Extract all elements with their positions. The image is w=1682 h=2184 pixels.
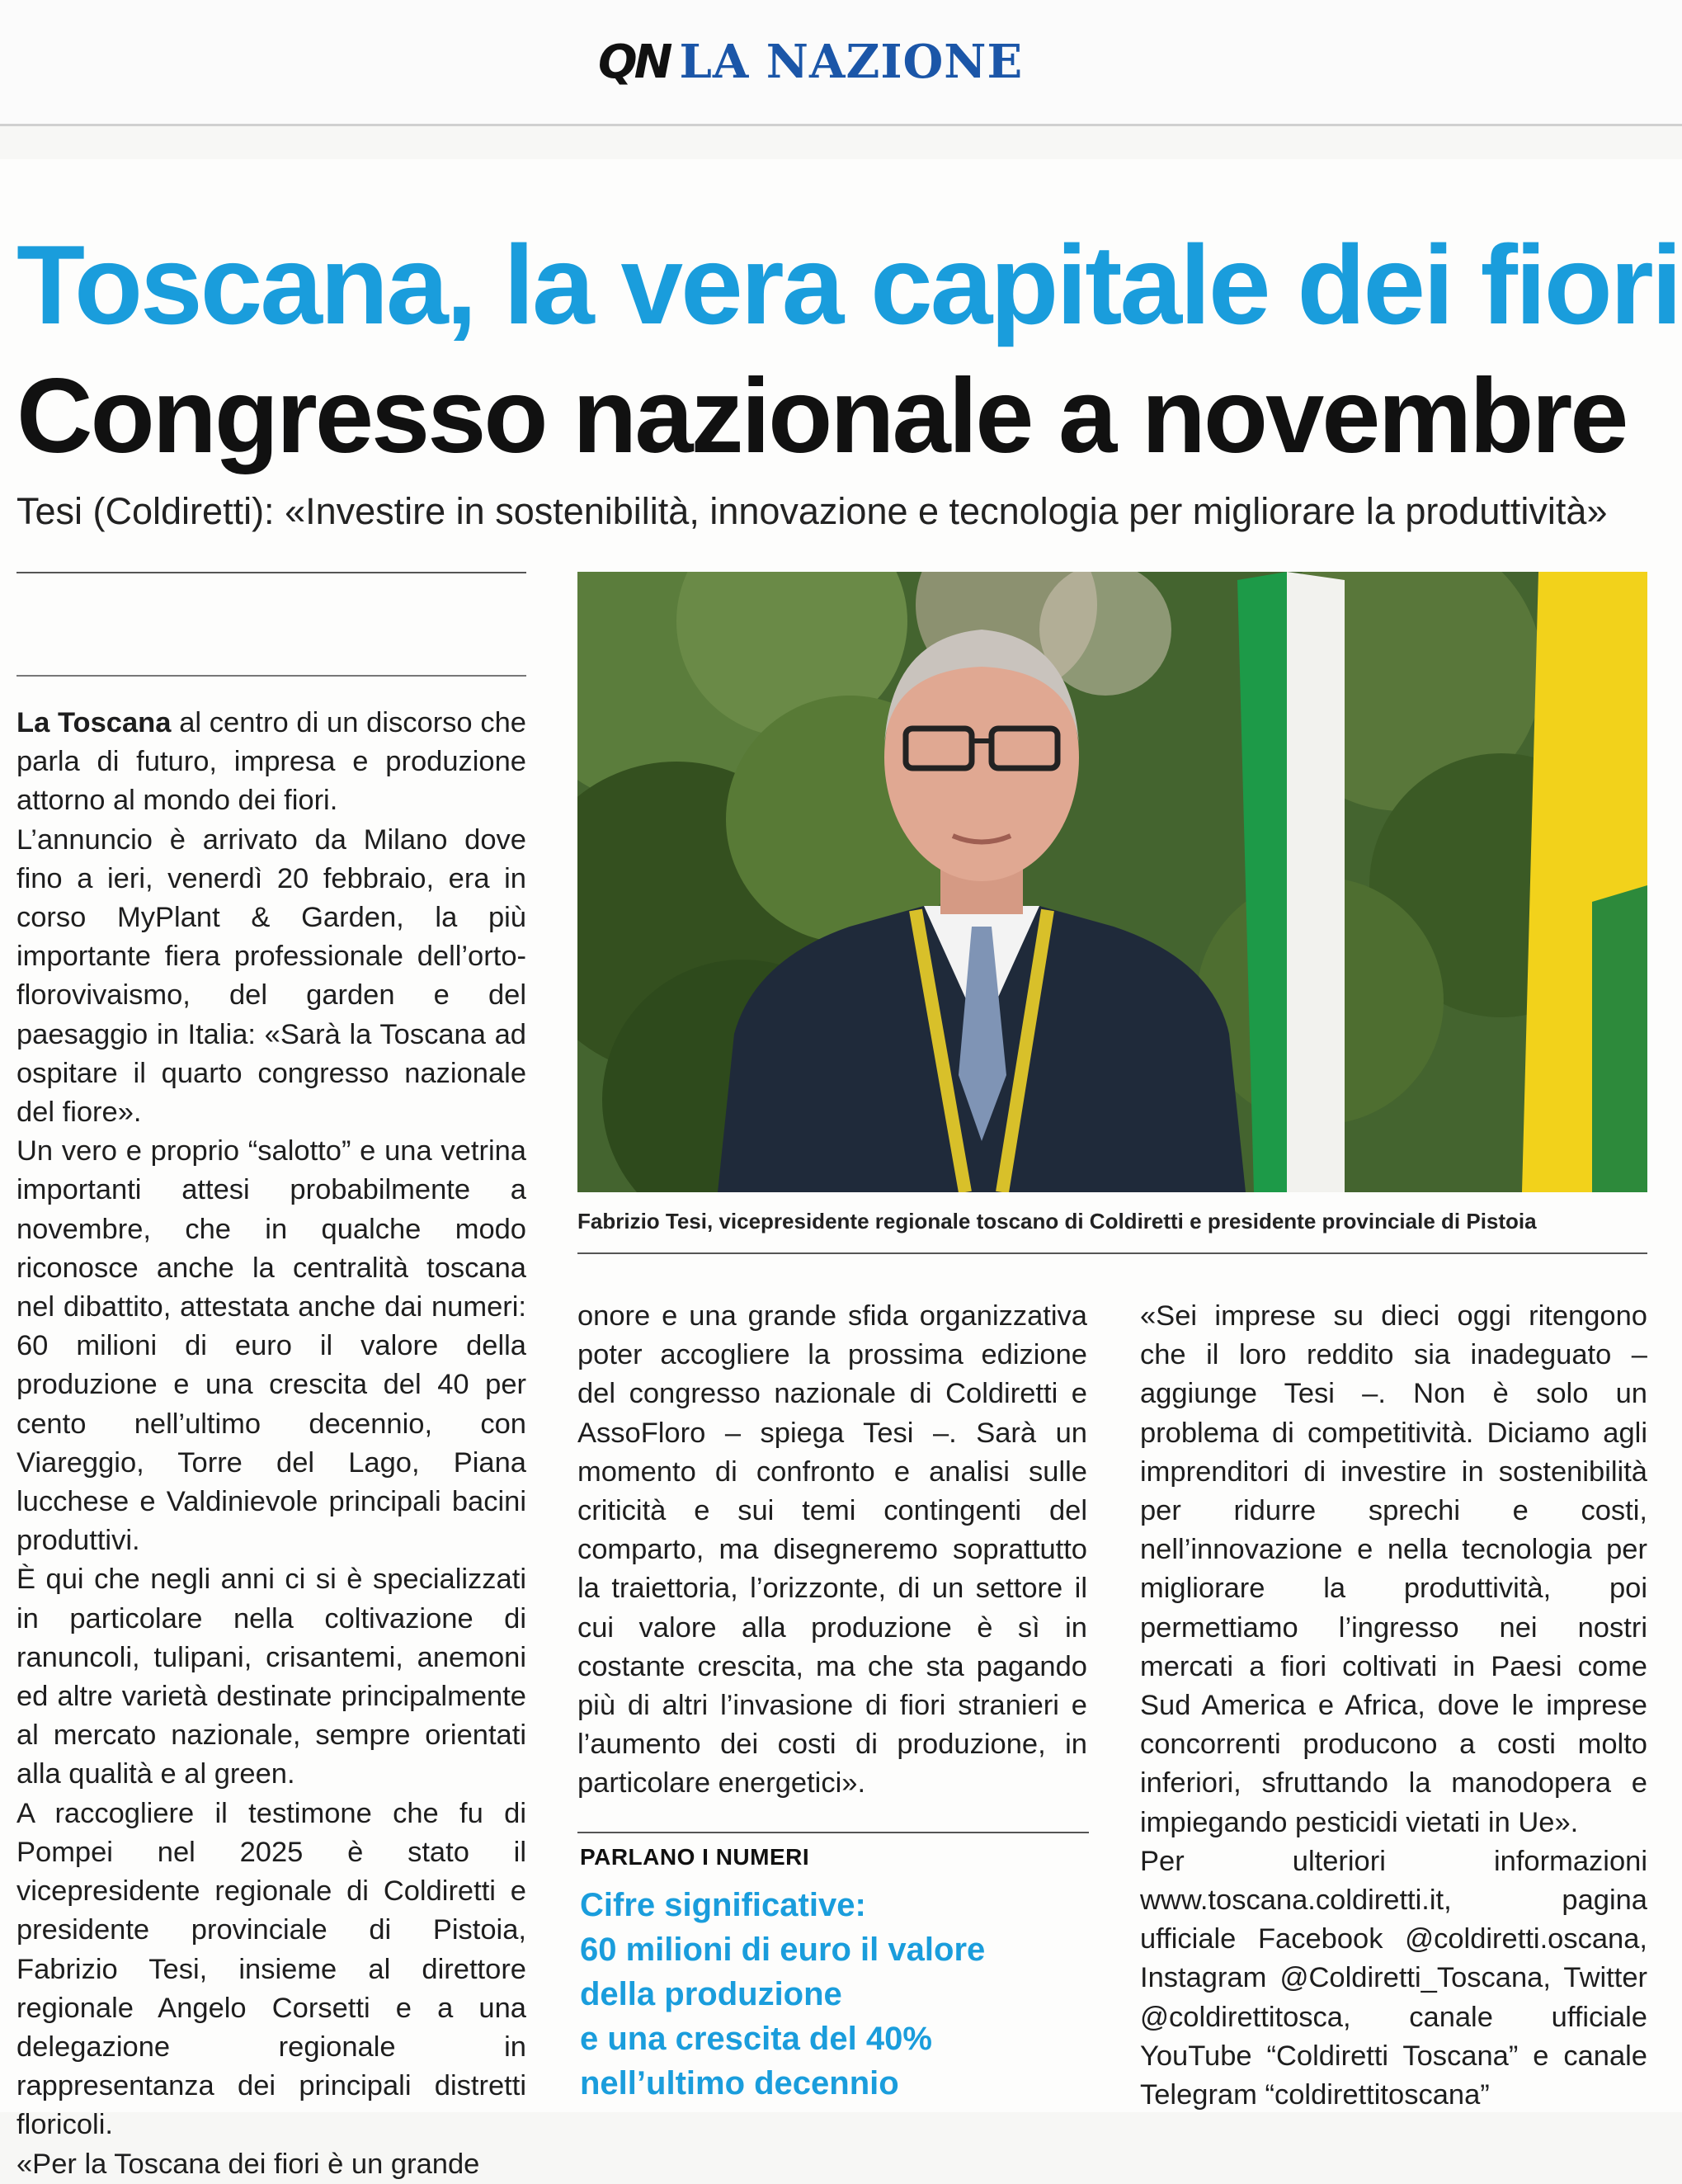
article-lead: La Toscana <box>16 707 172 738</box>
divider-line <box>577 1252 1647 1254</box>
article-paragraph: «Sei imprese su dieci oggi ritengono che il loro reddito sia inadeguato – aggiunge Tesi –. Non è solo un problema di competitività. Diciamo agli imprenditori di investire in sostenibilità per ridurre sprechi e costi, nell’innovazione e nella tecnologia per migliorare la produttività, poi permettiamo l’ingresso nei nostri mercati a fiori coltivati in Paesi come Sud America e Africa, dove le imprese concorrenti producono a costi molto inferiori, sfruttando la manodopera e impiegando pesticidi vietati in Ue». <box>1140 1300 1647 1838</box>
article-text: al centro di un discorso che parla di futuro, impresa e produzione attorno al mondo dei fiori. <box>16 707 526 817</box>
article-paragraph: Per ulteriori informazioni www.toscana.coldiretti.it, pagina ufficiale Facebook @coldiretti.oscana, Instagram @Coldiretti_Toscana, Twitter @coldirettitosca, canale ufficiale YouTube “Coldiretti Toscana” e canale Telegram “coldirettitoscana” <box>1140 1845 1647 2111</box>
article-paragraph: L’annuncio è arrivato da Milano dove fino a ieri, venerdì 20 febbraio, era in corso MyPlant & Garden, la più importante fiera professionale dell’orto-florovivaismo, del garden e del paesaggio in Italia: «Sarà la Toscana ad ospitare il quarto congresso nazionale del fiore». <box>16 823 526 1129</box>
numbers-box-title <box>580 1883 1108 2106</box>
divider-line <box>16 572 526 573</box>
headline-secondary: Congresso nazionale a novembre <box>16 357 1627 475</box>
article-photo <box>577 572 1647 1192</box>
article-paragraph: «Per la Toscana dei fiori è un grande <box>16 2148 480 2180</box>
numbers-box-line: e una crescita del 40% <box>580 2021 932 2057</box>
article-column-2 <box>577 1297 1087 1804</box>
logo-qn: QN <box>598 35 670 89</box>
numbers-box-line: Cifre significative: <box>580 1887 866 1923</box>
numbers-box-kicker: PARLANO I NUMERI <box>580 1844 810 1870</box>
divider-line <box>16 675 526 677</box>
newspaper-logo <box>598 33 1023 91</box>
article-paragraph: È qui che negli anni ci si è specializzati in particolare nella coltivazione di ranuncoli, tulipani, crisantemi, anemoni ed altre varietà destinate principalmente al mercato nazionale, sempre orientati alla qualità e al green. <box>16 1564 526 1790</box>
article-column-3 <box>1140 1297 1647 2115</box>
numbers-box-line: nell’ultimo decennio <box>580 2065 899 2101</box>
headline-primary: Toscana, la vera capitale dei fiori <box>16 222 1680 347</box>
article-paragraph <box>16 704 526 821</box>
photo-caption: Fabrizio Tesi, vicepresidente regionale toscano di Coldiretti e presidente provinciale di Pistoia <box>577 1209 1537 1234</box>
article-paragraph: A raccogliere il testimone che fu di Pompei nel 2025 è stato il vicepresidente regionale di Coldiretti e presidente provinciale di Pistoia, Fabrizio Tesi, insieme al direttore regionale Angelo Corsetti e a una delegazione regionale in rappresentanza dei principali distretti floricoli. <box>16 1797 526 2141</box>
numbers-box-line: della produzione <box>580 1976 842 2012</box>
subheadline: Tesi (Coldiretti): «Investire in sostenibilità, innovazione e tecnologia per migliorare la produttività» <box>16 490 1608 532</box>
article-column-1 <box>16 704 526 2184</box>
logo-la-nazione: LA NAZIONE <box>679 35 1024 89</box>
article-paragraph: Un vero e proprio “salotto” e una vetrina importanti attesi probabilmente a novembre, che in qualche modo riconosce anche la centralità toscana nel dibattito, attestata anche dai numeri: 60 milioni di euro il valore della produzione e una crescita del 40 per cento nell’ultimo decennio, con Viareggio, Torre del Lago, Piana lucchese e Valdinievole principali bacini produttivi. <box>16 1135 526 1557</box>
article-paragraph: onore e una grande sfida organizzativa poter accogliere la prossima edizione del congresso nazionale di Coldiretti e AssoFloro – spiega Tesi –. Sarà un momento di confronto e analisi sulle criticità e sui temi contingenti del comparto, ma disegneremo soprattutto la traiettoria, l’orizzonte, di un settore il cui valore alla produzione è sì in costante crescita, ma che sta pagando più di altri l’invasione di fiori stranieri e l’aumento dei costi di produzione, in particolare energetici». <box>577 1300 1087 1800</box>
portrait-illustration <box>577 572 1647 1192</box>
numbers-box-line: 60 milioni di euro il valore <box>580 1932 986 1968</box>
divider-line <box>577 1832 1089 1833</box>
masthead <box>0 0 1682 126</box>
